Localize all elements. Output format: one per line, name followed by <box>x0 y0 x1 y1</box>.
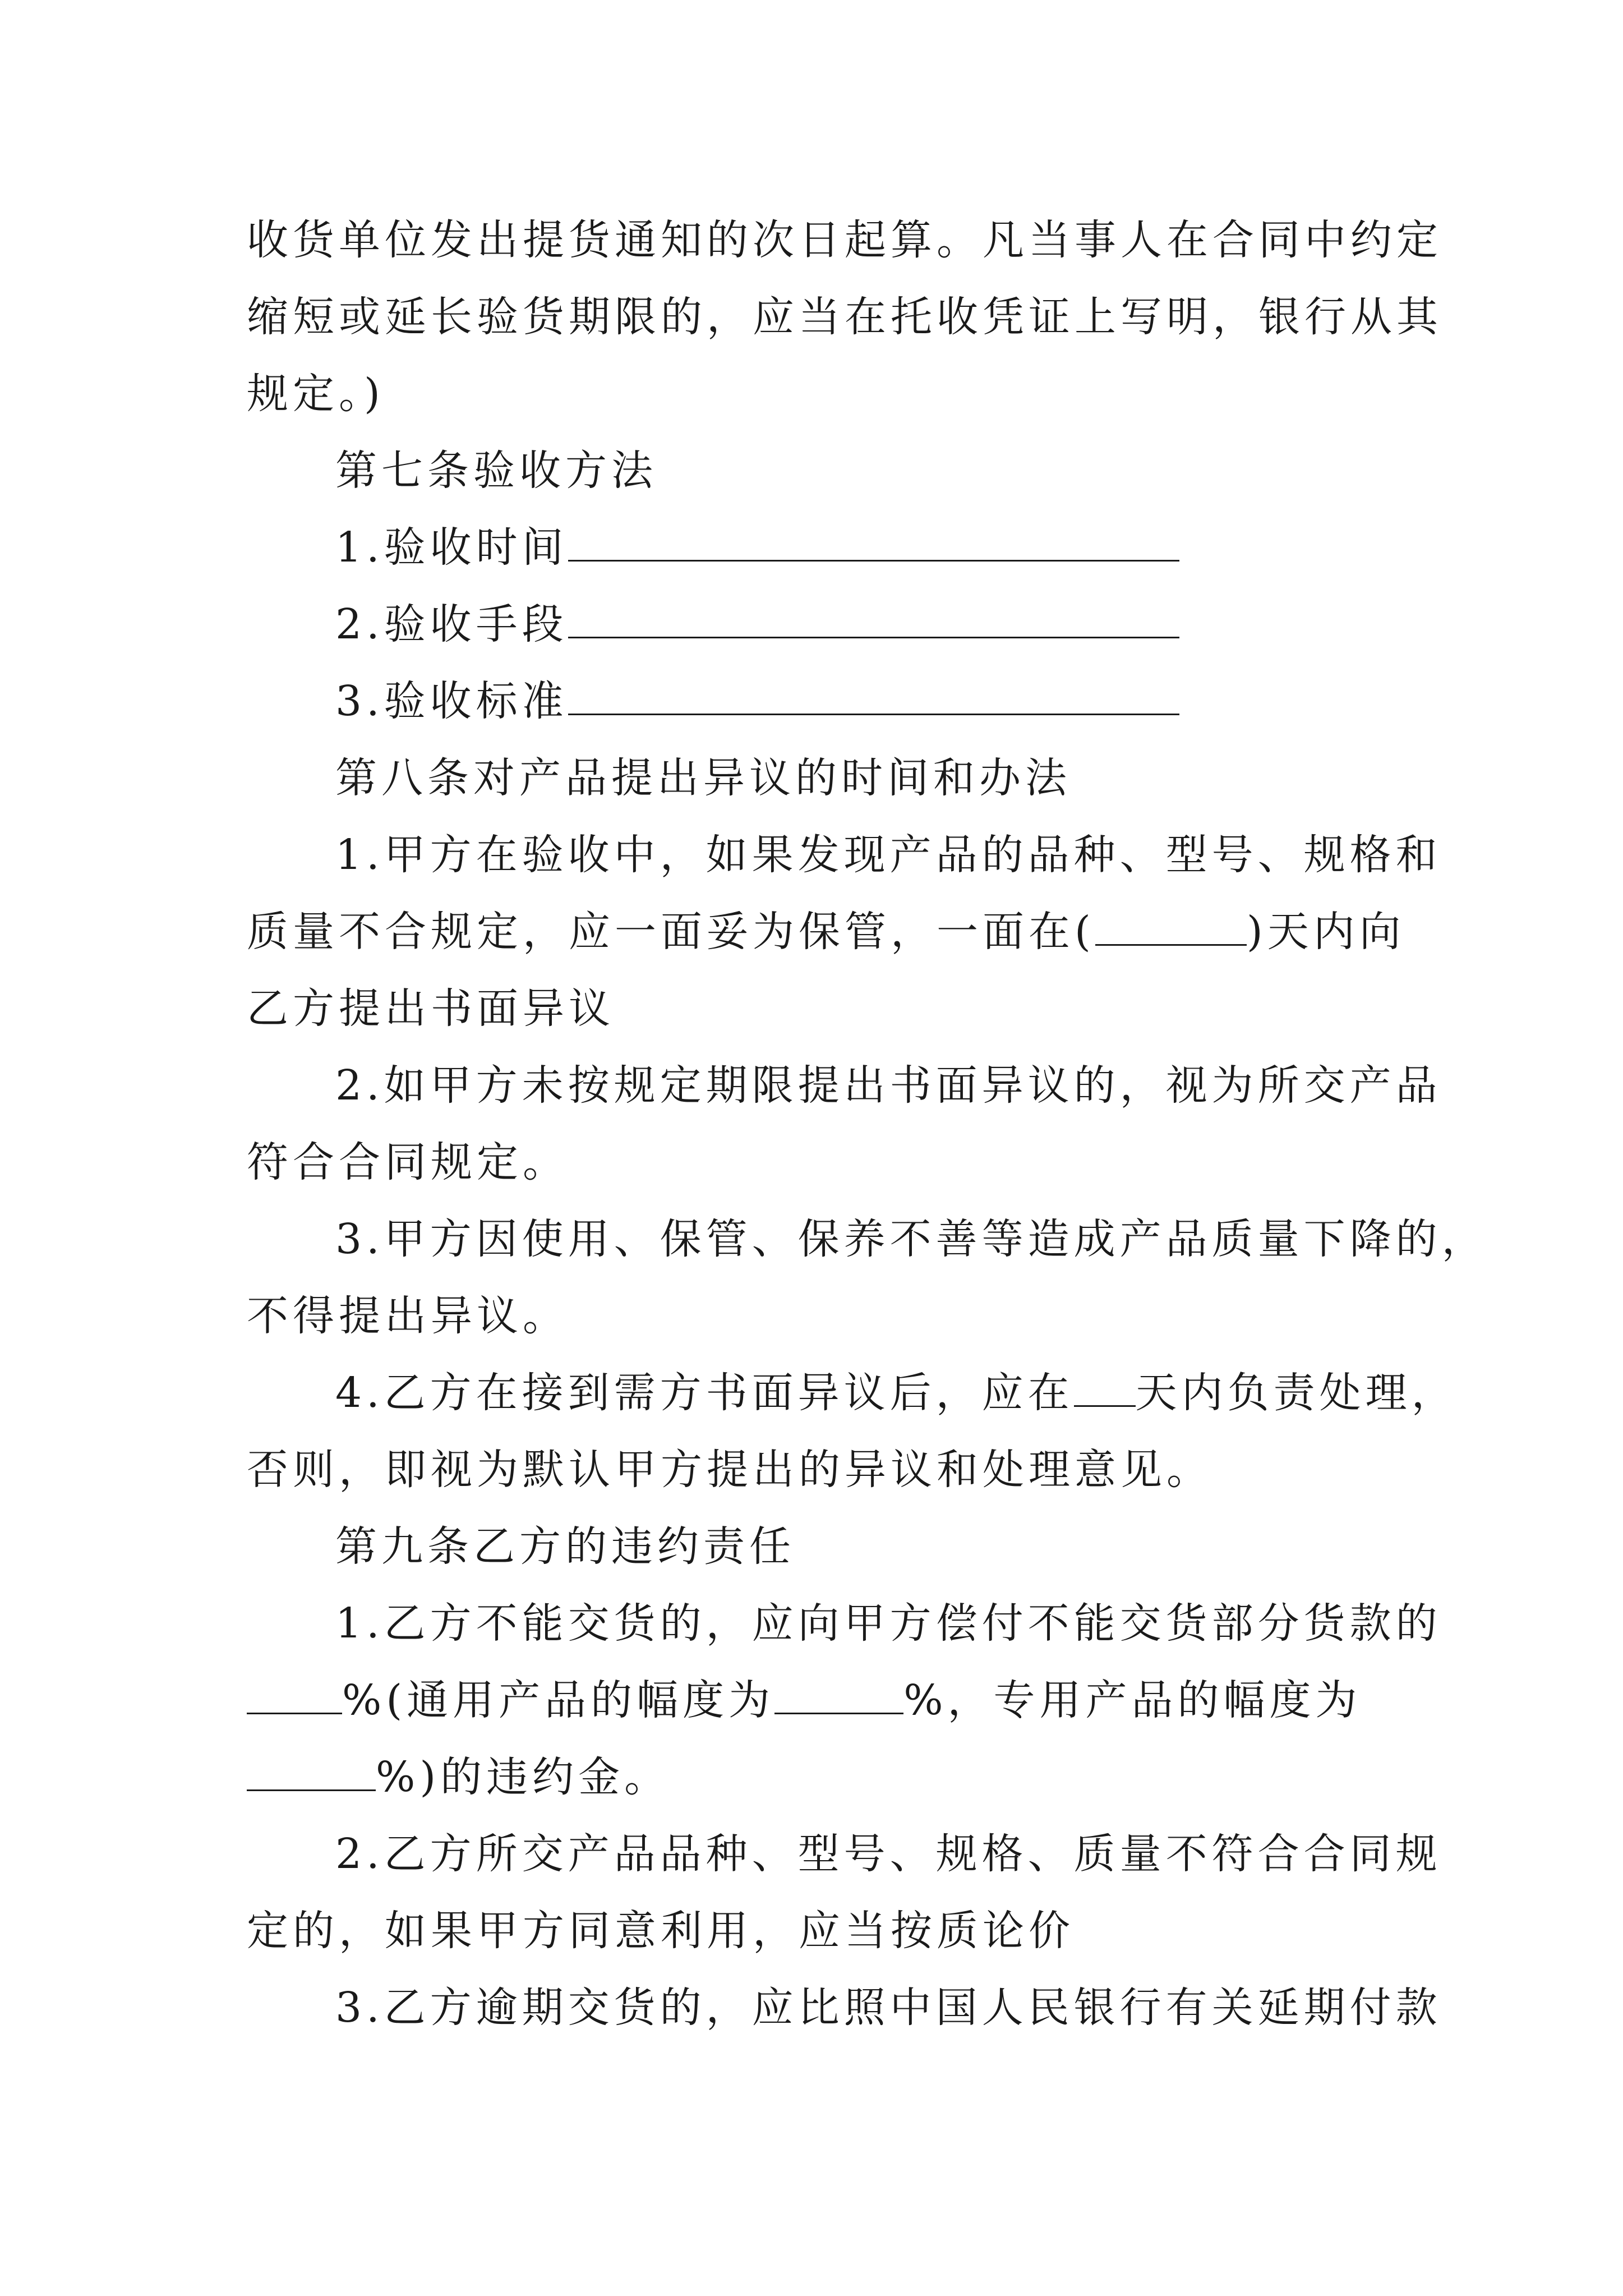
text-line <box>247 1672 1362 1728</box>
text-line <box>335 673 1179 729</box>
text-segment: 2.乙方所交产品品种、型号、规格、质量不符合合同规 <box>335 1830 1442 1878</box>
text-segment: 质量不合规定，应一面妥为保管，一面在( <box>247 908 1095 956</box>
text-segment: 天内负责处理， <box>1135 1369 1458 1417</box>
text-segment: %(通用产品的幅度为 <box>342 1676 775 1724</box>
text-segment: 缩短或延长验货期限的，应当在托收凭证上写明，银行从其 <box>247 293 1442 341</box>
text-segment: 3.验收标准 <box>335 677 568 725</box>
text-segment: 第九条乙方的违约责任 <box>335 1522 795 1571</box>
text-line <box>335 1980 1442 2036</box>
text-segment: 定的，如果甲方同意利用，应当按质论价 <box>247 1907 1075 1955</box>
text-segment: 3.乙方逾期交货的，应比照中国人民银行有关延期付款 <box>335 1984 1442 2032</box>
text-segment: %，专用产品的幅度为 <box>903 1676 1362 1724</box>
text-segment: 符合合同规定。 <box>247 1138 569 1186</box>
text-line <box>247 1288 569 1344</box>
text-line <box>247 1749 670 1805</box>
text-line <box>247 904 1405 960</box>
text-line <box>335 1057 1442 1114</box>
text-segment: 4.乙方在接到需方书面异议后，应在 <box>335 1369 1074 1417</box>
text-line <box>247 1903 1075 1959</box>
section-heading <box>335 443 657 499</box>
fill-in-blank <box>568 597 1179 638</box>
text-line <box>335 1595 1442 1651</box>
text-line <box>335 827 1442 883</box>
text-segment: 不得提出异议。 <box>247 1292 569 1340</box>
text-segment: )天内向 <box>1246 908 1405 956</box>
text-line <box>247 981 615 1037</box>
text-line <box>335 1826 1442 1882</box>
text-segment: %)的违约金。 <box>376 1753 671 1801</box>
section-heading <box>335 1519 795 1575</box>
text-line <box>335 519 1179 576</box>
text-line <box>335 1365 1458 1421</box>
text-line <box>247 289 1442 345</box>
fill-in-blank <box>247 1673 342 1714</box>
text-segment: 第八条对产品提出异议的时间和办法 <box>335 754 1071 802</box>
text-line <box>335 596 1179 652</box>
text-segment: 乙方提出书面异议 <box>247 984 615 1033</box>
text-line <box>247 212 1442 268</box>
text-segment: 1.甲方在验收中，如果发现产品的品种、型号、规格和 <box>335 831 1442 879</box>
section-heading <box>335 750 1071 806</box>
fill-in-blank <box>568 674 1179 715</box>
text-segment: 1.验收时间 <box>335 523 568 572</box>
text-segment: 收货单位发出提货通知的次日起算。凡当事人在合同中约定 <box>247 216 1442 264</box>
text-segment: 否则，即视为默认甲方提出的异议和处理意见。 <box>247 1446 1212 1494</box>
text-segment: 规定。) <box>247 370 385 418</box>
text-segment: 第七条验收方法 <box>335 447 657 495</box>
text-segment: 2.验收手段 <box>335 600 568 648</box>
text-line <box>247 366 385 422</box>
text-line <box>247 1442 1212 1498</box>
text-segment: 2.如甲方未按规定期限提出书面异议的，视为所交产品 <box>335 1061 1442 1110</box>
text-segment: 1.乙方不能交货的，应向甲方偿付不能交货部分货款的 <box>335 1599 1442 1648</box>
text-segment: 3.甲方因使用、保管、保养不善等造成产品质量下降的， <box>335 1215 1488 1263</box>
fill-in-blank <box>1095 905 1247 946</box>
text-line <box>247 1134 569 1190</box>
fill-in-blank <box>568 521 1179 562</box>
fill-in-blank <box>247 1750 376 1791</box>
text-line <box>335 1211 1488 1267</box>
fill-in-blank <box>1074 1366 1136 1407</box>
fill-in-blank <box>774 1673 903 1714</box>
